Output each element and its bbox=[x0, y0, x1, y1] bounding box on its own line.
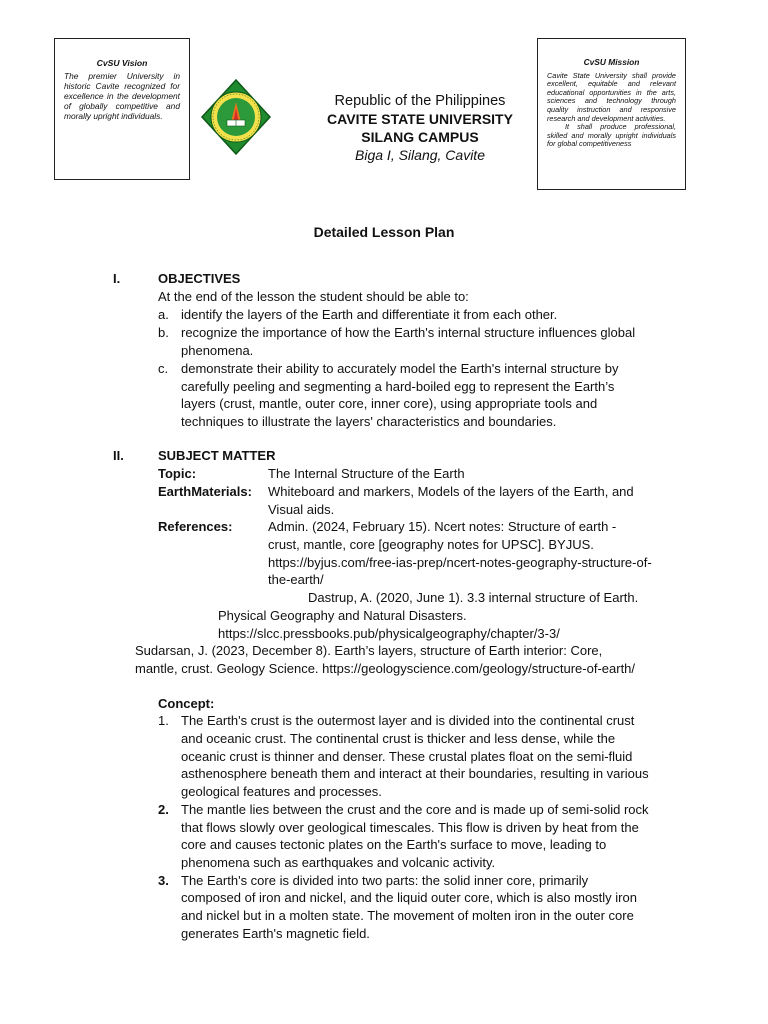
concept-line: core and causes tectonic plates on the Earth's surface to move, leading to bbox=[181, 837, 607, 852]
concept-line: oceanic crust is thinner and denser. These crustal plates float on the semi-fluid bbox=[181, 749, 633, 764]
vision-text: The premier University in historic Cavite recognized for excellence in the development of globally competitive and morally upright individuals. bbox=[64, 71, 180, 121]
reference-line: Admin. (2024, February 15). Ncert notes: Structure of earth - bbox=[268, 519, 617, 534]
concept-line: The Earth's crust is the outermost layer and is divided into the continental crust bbox=[181, 713, 635, 728]
concept-marker: 1. bbox=[158, 713, 169, 728]
reference-line: Physical Geography and Natural Disasters. bbox=[218, 608, 467, 623]
concept-marker: 2. bbox=[158, 802, 169, 817]
concept-line: asthenosphere beneath them and interact at their boundaries, resulting in various bbox=[181, 766, 649, 781]
page-title: Detailed Lesson Plan bbox=[313, 224, 455, 240]
objectives-intro: At the end of the lesson the student should be able to: bbox=[158, 289, 469, 304]
concept-line: that flows slowly over geological timescales. This flow is driven by heat from the bbox=[181, 820, 639, 835]
vision-box bbox=[54, 38, 190, 180]
topic-value: The Internal Structure of the Earth bbox=[268, 466, 465, 481]
concept-line: The mantle lies between the crust and the core and is made up of semi-solid rock bbox=[181, 802, 649, 817]
mission-title: CvSU Mission bbox=[583, 57, 640, 67]
reference-line: crust, mantle, core [geography notes for UPSC]. BYJUS. bbox=[268, 537, 594, 552]
cvsu-seal-icon bbox=[200, 78, 272, 156]
concept-line: composed of iron and nickel, and the liquid outer core, which is also mostly iron bbox=[181, 890, 637, 905]
reference-line: https://byjus.com/free-ias-prep/ncert-notes-geography-structure-of- bbox=[268, 555, 652, 570]
reference-line: https://slcc.pressbooks.pub/physicalgeography/chapter/3-3/ bbox=[218, 626, 560, 641]
campus-address: Biga I, Silang, Cavite bbox=[355, 147, 485, 163]
objective-line: phenomena. bbox=[181, 343, 254, 358]
mission-text-2: It shall produce professional, skilled and morally upright individuals for global competitiveness bbox=[547, 122, 676, 149]
objective-marker: a. bbox=[158, 307, 169, 322]
concept-line: generates Earth's magnetic field. bbox=[181, 926, 370, 941]
university-name: CAVITE STATE UNIVERSITY bbox=[327, 111, 513, 127]
references-label: References: bbox=[158, 519, 233, 534]
reference-line: Sudarsan, J. (2023, December 8). Earth’s layers, structure of Earth interior: Core, bbox=[135, 643, 603, 658]
objective-line: identify the layers of the Earth and differentiate it from each other. bbox=[181, 307, 558, 322]
concept-marker: 3. bbox=[158, 873, 169, 888]
objective-line: techniques to illustrate the layers' characteristics and boundaries. bbox=[181, 414, 557, 429]
materials-line: Whiteboard and markers, Models of the layers of the Earth, and bbox=[268, 484, 634, 499]
subject-heading: SUBJECT MATTER bbox=[158, 448, 276, 463]
objectives-heading: OBJECTIVES bbox=[158, 271, 241, 286]
objective-line: carefully peeling and segmenting a hard-boiled egg to represent the Earth’s bbox=[181, 379, 615, 394]
topic-label: Topic: bbox=[158, 466, 197, 481]
campus-name: SILANG CAMPUS bbox=[361, 129, 479, 145]
reference-line: the-earth/ bbox=[268, 572, 324, 587]
mission-text: Cavite State University shall provide excellent, equitable and relevant educational opportunities in the arts, sciences and technology through quality instruction and responsive research and development activities. bbox=[547, 70, 676, 123]
section-numeral-1: I. bbox=[113, 271, 121, 286]
objective-line: recognize the importance of how the Earth's internal structure influences global bbox=[181, 325, 636, 340]
concept-heading: Concept: bbox=[158, 696, 215, 711]
concept-line: and nickel but in a molten state. The movement of molten iron in the outer core bbox=[181, 908, 634, 923]
mission-box bbox=[537, 38, 686, 190]
concept-line: phenomena such as earthquakes and volcanic activity. bbox=[181, 855, 496, 870]
concept-line: geological features and processes. bbox=[181, 784, 382, 799]
concept-line: and oceanic crust. The continental crust is thicker and less dense, while the bbox=[181, 731, 616, 746]
objective-marker: c. bbox=[158, 361, 169, 376]
concept-line: The Earth's core is divided into two parts: the solid inner core, primarily bbox=[181, 873, 589, 888]
reference-line: mantle, crust. Geology Science. https://geologyscience.com/geology/structure-of-earth/ bbox=[135, 661, 636, 676]
republic-label: Republic of the Philippines bbox=[334, 93, 506, 109]
vision-title: CvSU Vision bbox=[96, 58, 148, 68]
materials-label: EarthMaterials: bbox=[158, 484, 252, 499]
materials-line: Visual aids. bbox=[268, 502, 335, 517]
objective-line: demonstrate their ability to accurately model the Earth's internal structure by bbox=[181, 361, 619, 376]
objective-line: layers (crust, mantle, outer core, inner core), using appropriate tools and bbox=[181, 396, 598, 411]
reference-line: Dastrup, A. (2020, June 1). 3.3 internal structure of Earth. bbox=[308, 590, 639, 605]
section-numeral-2: II. bbox=[113, 448, 124, 463]
objective-marker: b. bbox=[158, 325, 169, 340]
